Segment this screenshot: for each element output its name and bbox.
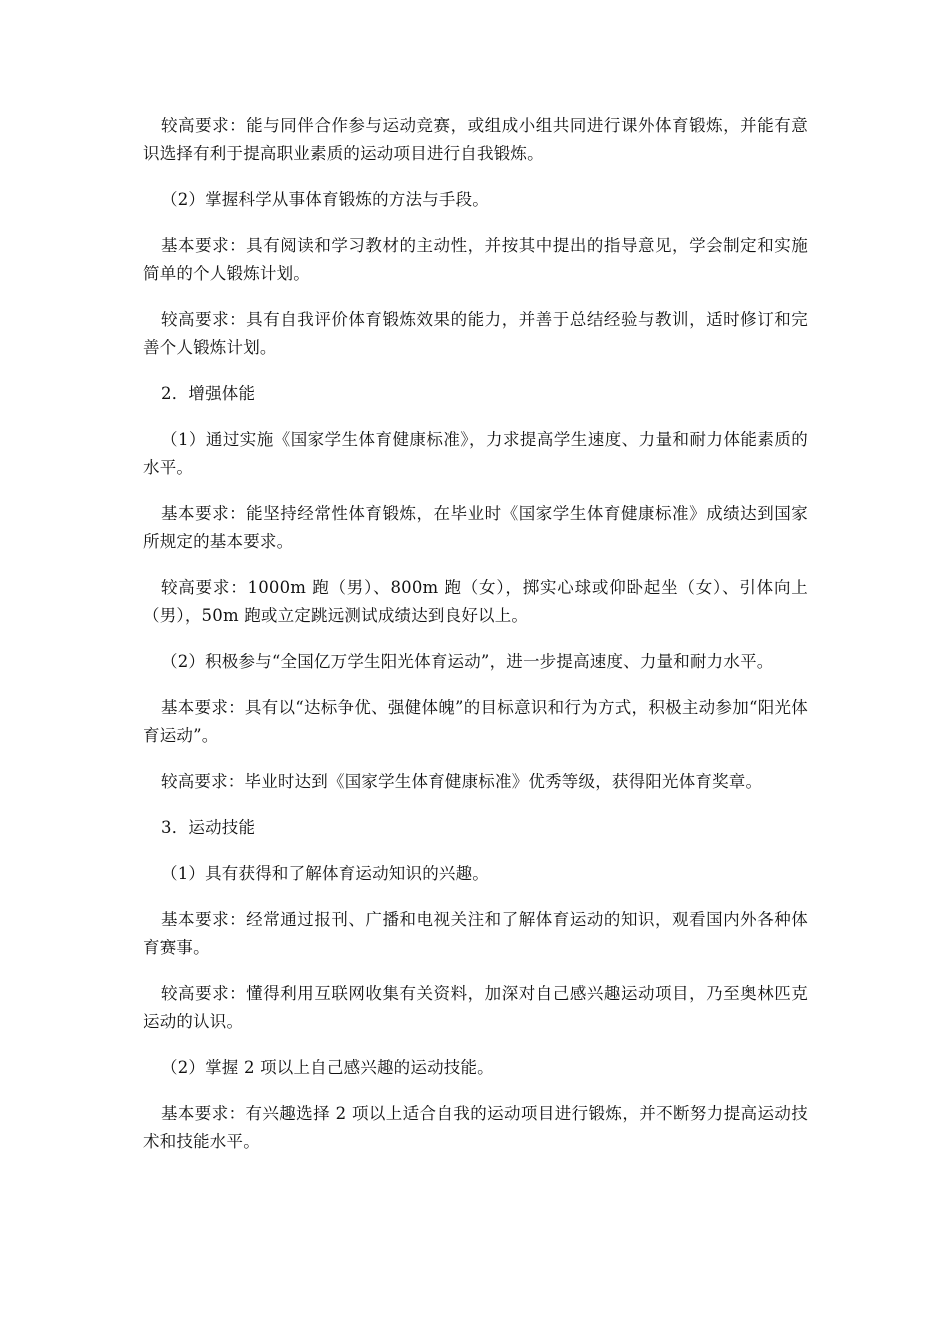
paragraph-advanced-requirement: 较高要求：毕业时达到《国家学生体育健康标准》优秀等级，获得阳光体育奖章。 (161, 772, 763, 791)
paragraph-advanced-requirement: 较高要求：能与同伴合作参与运动竞赛，或组成小组共同进行课外体育锻炼，并能有意识选择有利于提高职业素质的运动项目进行自我锻炼。 (143, 116, 808, 163)
section-heading: 3．运动技能 (161, 818, 256, 837)
paragraph-basic-requirement: 基本要求：有兴趣选择 2 项以上适合自我的运动项目进行锻炼，并不断努力提高运动技术和技能水平。 (143, 1104, 808, 1151)
paragraph-advanced-requirement: 较高要求：懂得利用互联网收集有关资料，加深对自己感兴趣运动项目，乃至奥林匹克运动的认识。 (143, 984, 808, 1031)
paragraph-subitem: （2）积极参与“全国亿万学生阳光体育运动”，进一步提高速度、力量和耐力水平。 (161, 652, 774, 671)
paragraph-subitem: （2）掌握 2 项以上自己感兴趣的运动技能。 (161, 1058, 494, 1077)
paragraph-subitem: （1）通过实施《国家学生体育健康标准》，力求提高学生速度、力量和耐力体能素质的水平。 (143, 430, 808, 477)
paragraph-subitem: （1）具有获得和了解体育运动知识的兴趣。 (161, 864, 489, 883)
paragraph-basic-requirement: 基本要求：具有阅读和学习教材的主动性，并按其中提出的指导意见，学会制定和实施简单的个人锻炼计划。 (143, 236, 808, 283)
paragraph-basic-requirement: 基本要求：具有以“达标争优、强健体魄”的目标意识和行为方式，积极主动参加“阳光体育运动”。 (143, 698, 808, 745)
section-heading: 2．增强体能 (161, 384, 256, 403)
document-body (143, 112, 808, 1174)
paragraph-advanced-requirement: 较高要求：具有自我评价体育锻炼效果的能力，并善于总结经验与教训，适时修订和完善个人锻炼计划。 (143, 310, 808, 357)
paragraph-advanced-requirement: 较高要求：1000m 跑（男）、800m 跑（女），掷实心球或仰卧起坐（女）、引体向上（男），50m 跑或立定跳远测试成绩达到良好以上。 (143, 578, 808, 625)
paragraph-basic-requirement: 基本要求：经常通过报刊、广播和电视关注和了解体育运动的知识，观看国内外各种体育赛事。 (143, 910, 808, 957)
paragraph-basic-requirement: 基本要求：能坚持经常性体育锻炼，在毕业时《国家学生体育健康标准》成绩达到国家所规定的基本要求。 (143, 504, 808, 551)
paragraph-subitem: （2）掌握科学从事体育锻炼的方法与手段。 (161, 190, 489, 209)
